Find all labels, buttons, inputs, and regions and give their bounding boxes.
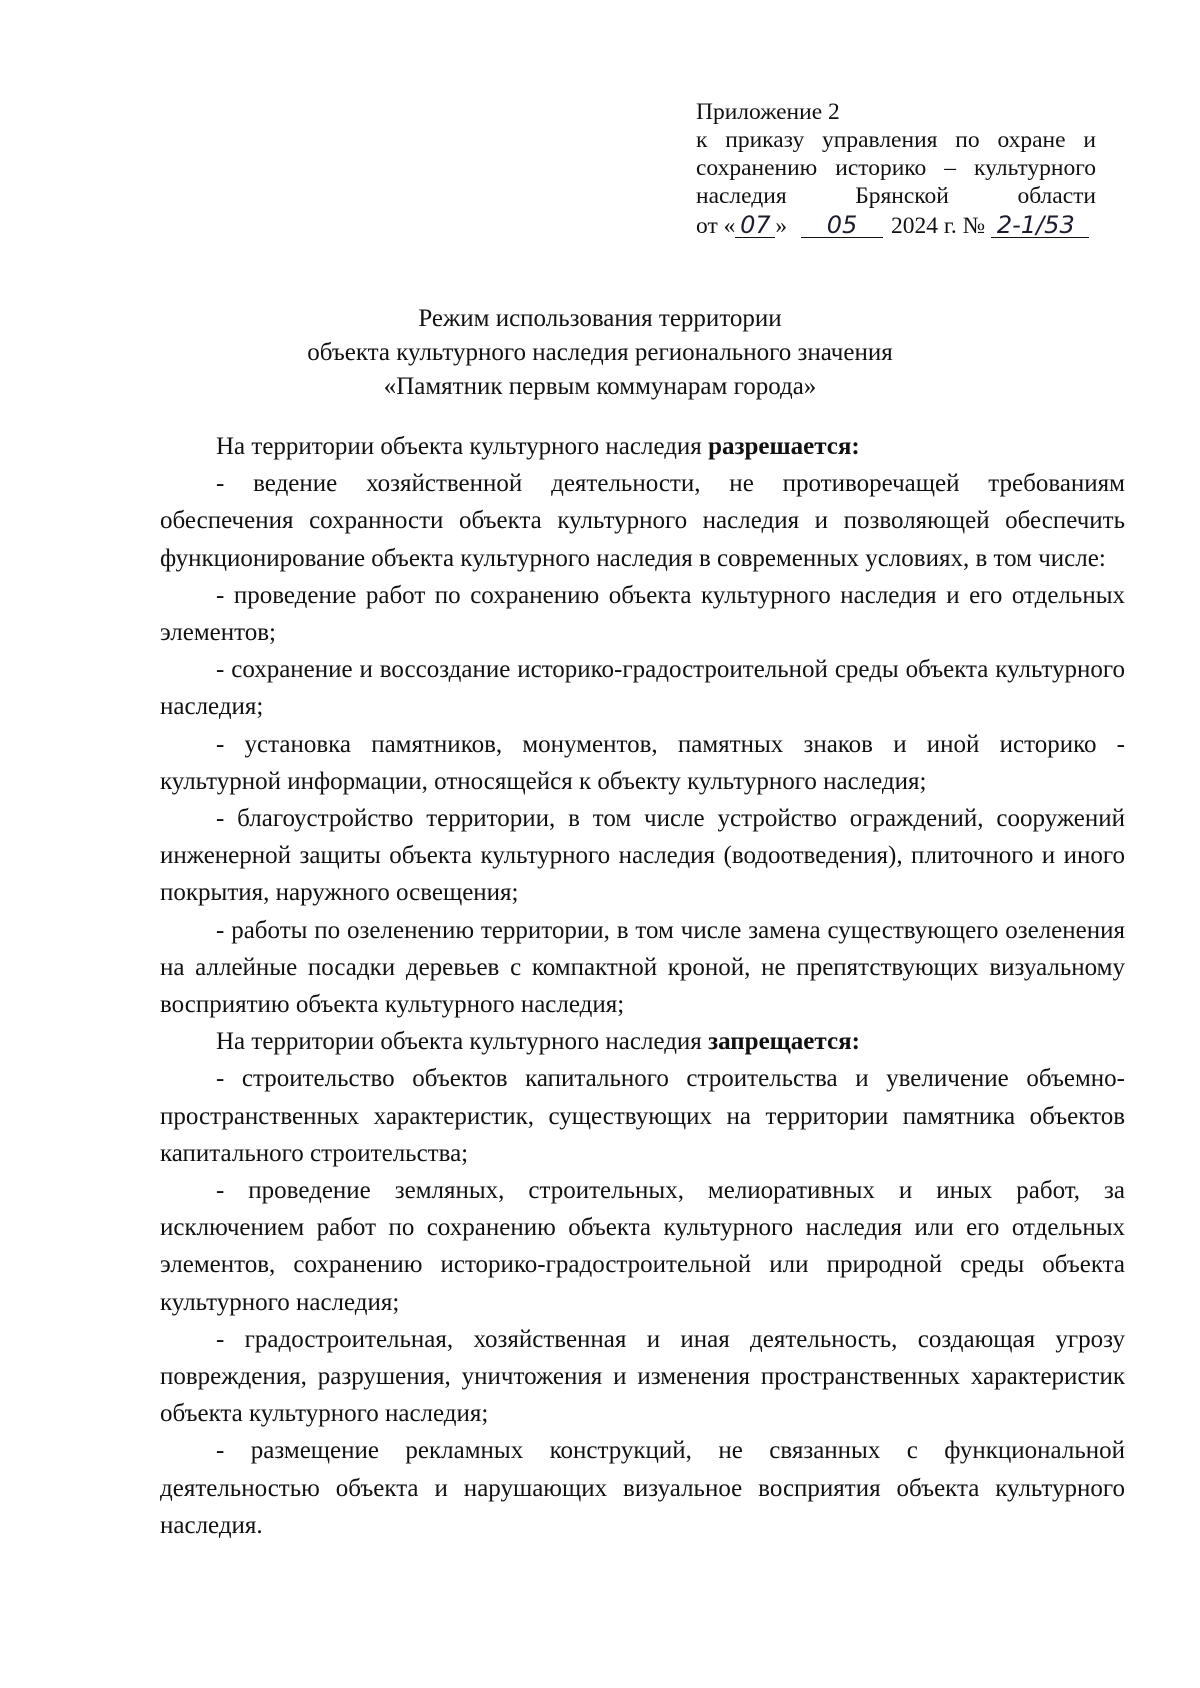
appendix-number: Приложение 2 [696, 99, 840, 125]
date-mid: » [775, 213, 788, 239]
date-day-handwritten: 07 [735, 213, 775, 238]
document-body [160, 428, 1125, 1544]
prohibited-item: - проведение земляных, строительных, мелиоративных и иных работ, за исключением работ по сохранению объекта культурного наследия или его отдельных элементов, сохранению историко-градостроительной или природной среды объекта культурного наследия; [160, 1177, 1125, 1316]
permitted-item: - сохранение и воссоздание историко-градостроительной среды объекта культурного наследия; [160, 656, 1125, 721]
permitted-item: - проведение работ по сохранению объекта культурного наследия и его отдельных элементов; [160, 581, 1125, 647]
title-line-3: «Памятник первым коммунарам города» [383, 373, 817, 400]
date-prefix: от « [696, 213, 736, 239]
permitted-item: - благоустройство территории, в том числе устройство ограждений, сооружений инженерной защиты объекта культурного наследия (водоотведения), плиточного и иного покрытия, наружного освещения; [160, 805, 1125, 907]
title-line-1: Режим использования территории [418, 305, 782, 332]
prohibited-keyword: запрещается: [708, 1028, 860, 1056]
prohibited-heading [160, 1023, 1125, 1060]
permitted-item: - работы по озеленению территории, в том числе замена существующего озеленения на аллейные посадки деревьев с компактной кроной, не препятствующих визуальному восприятию объекта культурного наследия; [160, 916, 1125, 1019]
appendix-order-reference: к приказу управления по охране и сохранению историко – культурного наследия Брянской области [696, 127, 1096, 209]
permitted-heading [160, 428, 1125, 465]
document-title [150, 302, 1050, 404]
date-month-handwritten: 05 [801, 213, 883, 238]
prohibited-item: - размещение рекламных конструкций, не связанных с функциональной деятельностью объекта и нарушающих визуальное восприятия объекта культурного наследия. [160, 1437, 1125, 1539]
prohibited-item: - градостроительная, хозяйственная и иная деятельность, создающая угрозу повреждения, разрушения, уничтожения и изменения пространственных характеристик объекта культурного наследия; [160, 1325, 1125, 1428]
appendix-date-line [696, 212, 1096, 240]
date-year: 2024 г. № [890, 213, 986, 239]
permitted-item: - установка памятников, монументов, памятных знаков и иной историко - культурной информации, относящейся к объекту культурного наследия; [160, 730, 1125, 795]
appendix-header [696, 98, 1096, 240]
title-line-2: объекта культурного наследия регионального значения [307, 339, 893, 366]
order-number-handwritten: 2-1/53 [991, 213, 1089, 238]
prohibited-intro: На территории объекта культурного наследия [216, 1028, 709, 1056]
permitted-keyword: разрешается: [708, 433, 860, 460]
permitted-item: - ведение хозяйственной деятельности, не противоречащей требованиям обеспечения сохранности объекта культурного наследия и позволяющей обеспечить функционирование объекта культурного наследия в современных условиях, в том числе: [160, 470, 1125, 572]
prohibited-item: - строительство объектов капитального строительства и увеличение объемно-пространственных характеристик, существующих на территории памятника объектов капитального строительства; [160, 1065, 1125, 1167]
permitted-intro: На территории объекта культурного наследия [216, 433, 709, 460]
